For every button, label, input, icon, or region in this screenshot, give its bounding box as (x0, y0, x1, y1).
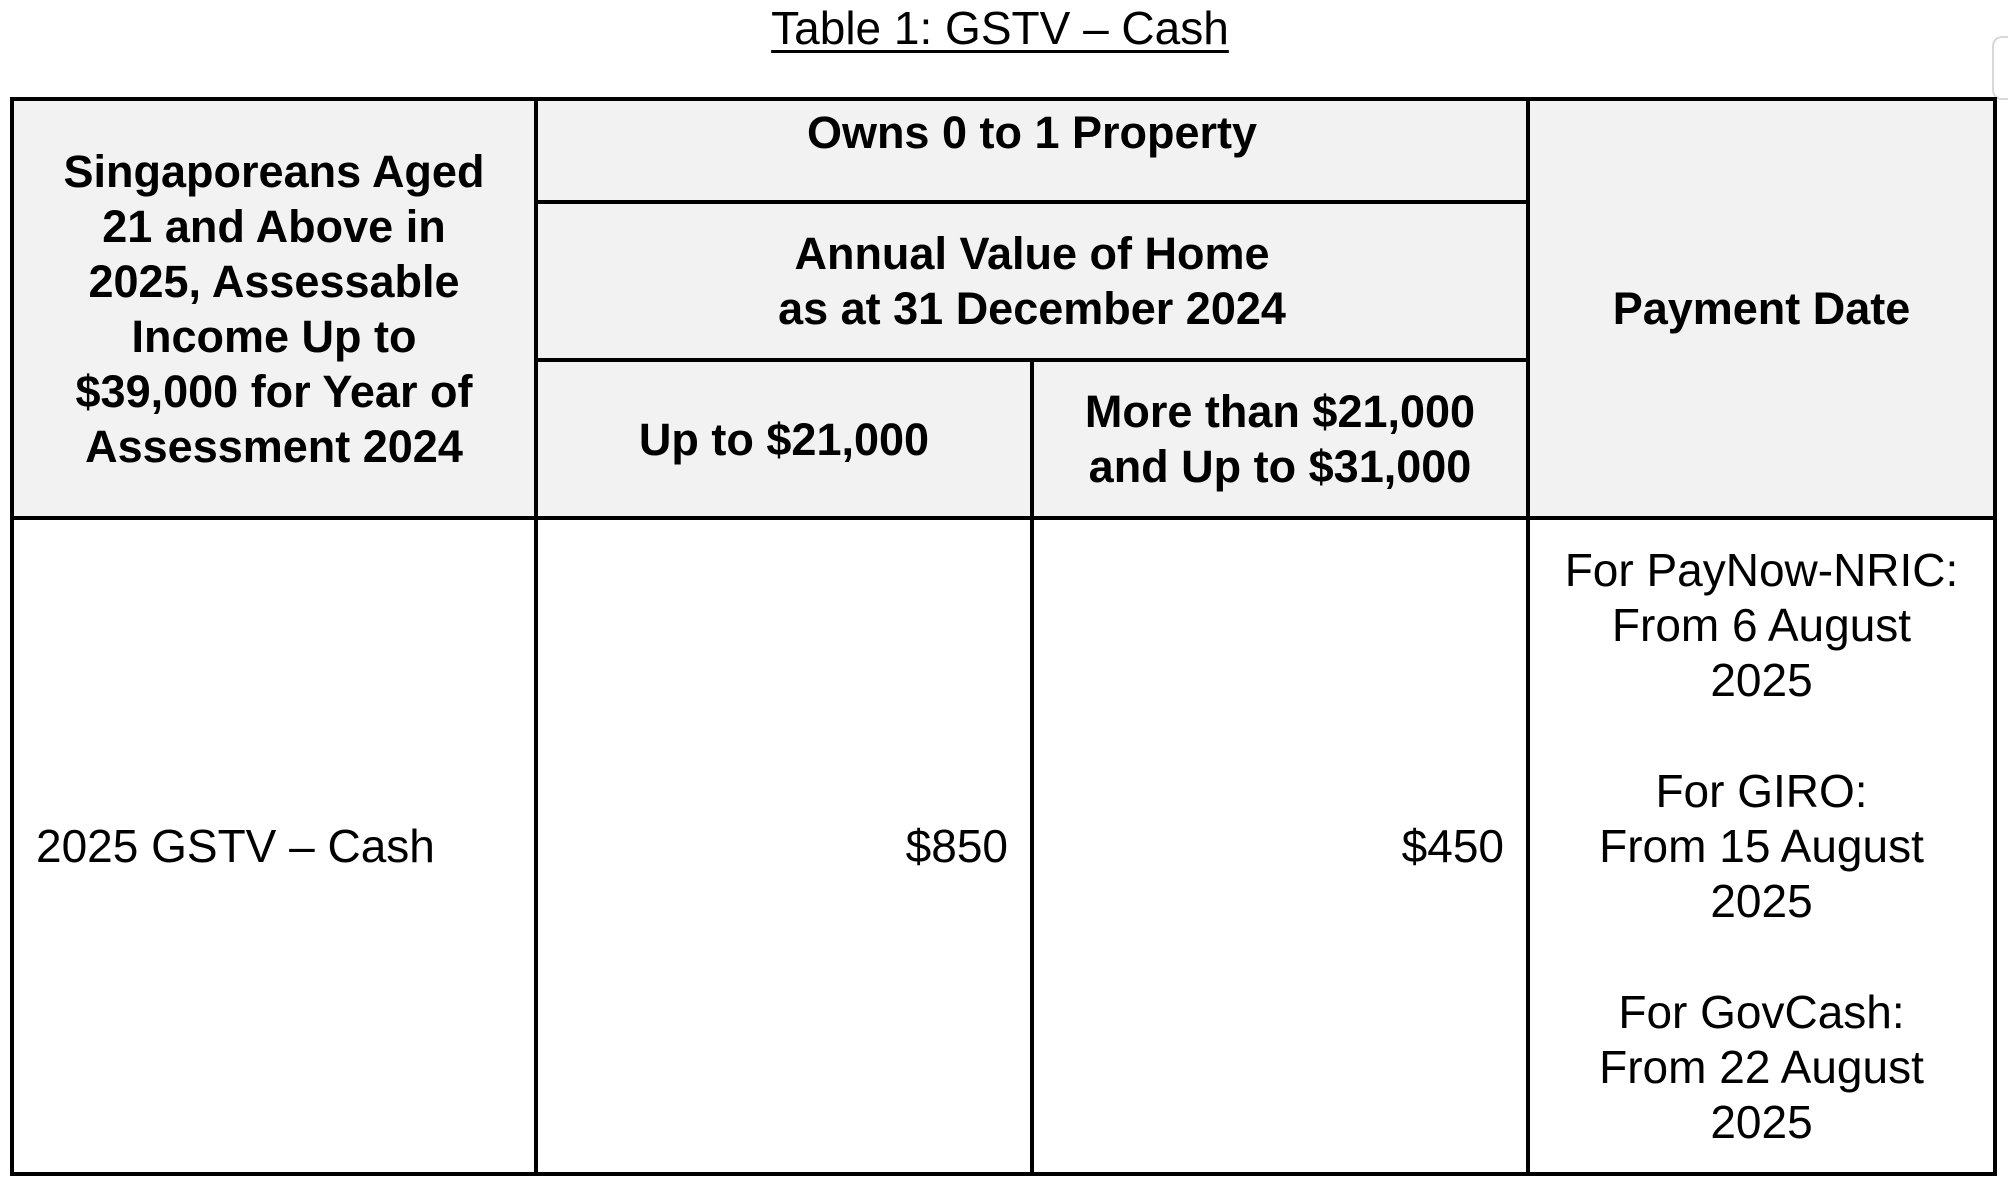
amount-band-1: $850 (536, 518, 1032, 1174)
band-up-to-21000-header: Up to $21,000 (536, 360, 1032, 518)
payment-schedule (1528, 518, 1995, 1174)
annual-value-header: Annual Value of Home as at 31 December 2024 (536, 202, 1528, 360)
table-title: Table 1: GSTV – Cash (771, 2, 1229, 54)
gstv-cash-table (10, 97, 1997, 1176)
ownership-header: Owns 0 to 1 Property (536, 99, 1528, 202)
payment-giro: For GIRO: From 15 August 2025 (1599, 764, 1924, 927)
payment-govcash: For GovCash: From 22 August 2025 (1599, 985, 1924, 1148)
payment-date-header: Payment Date (1528, 99, 1995, 518)
side-panel-edge (1992, 36, 2008, 100)
row-label: 2025 GSTV – Cash (12, 518, 536, 1174)
band-21000-to-31000-header: More than $21,000 and Up to $31,000 (1032, 360, 1528, 518)
eligibility-header: Singaporeans Aged 21 and Above in 2025, Assessable Income Up to $39,000 for Year of Assessment 2024 (12, 99, 536, 518)
payment-paynow: For PayNow-NRIC: From 6 August 2025 (1564, 543, 1959, 706)
amount-band-2: $450 (1032, 518, 1528, 1174)
